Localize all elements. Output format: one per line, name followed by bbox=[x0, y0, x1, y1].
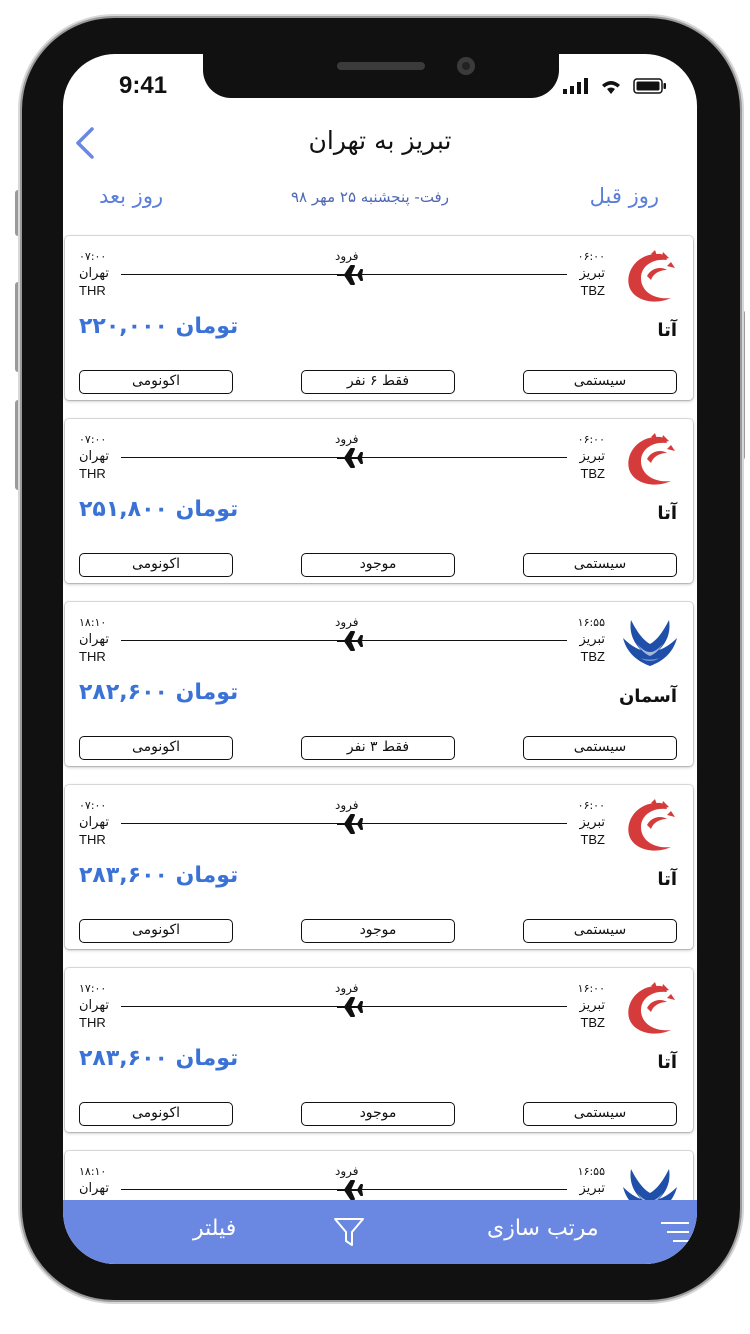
departure-time: ۱۶:۰۰ bbox=[577, 982, 605, 995]
flight-price: ۲۸۳,۶۰۰ تومان bbox=[79, 1046, 239, 1071]
flight-price: ۲۲۰,۰۰۰ تومان bbox=[79, 314, 239, 339]
next-day-button[interactable]: روز بعد bbox=[99, 184, 164, 208]
airline-name: آتا bbox=[657, 1052, 677, 1073]
arrival-city: تهران bbox=[79, 815, 109, 830]
flight-card[interactable] bbox=[65, 602, 693, 766]
landing-label: فرود bbox=[335, 432, 359, 446]
arrival-time: ۰۷:۰۰ bbox=[79, 250, 107, 263]
flight-card[interactable] bbox=[65, 968, 693, 1132]
arrival-city: تهران bbox=[79, 449, 109, 464]
landing-label: فرود bbox=[335, 981, 359, 995]
arrival-code: THR bbox=[79, 466, 106, 481]
status-time: 9:41 bbox=[119, 72, 168, 99]
landing-label: فرود bbox=[335, 798, 359, 812]
flight-card[interactable] bbox=[65, 419, 693, 583]
cabin-class-badge: اکونومی bbox=[79, 919, 233, 943]
ticket-type-badge: سیستمی bbox=[523, 919, 677, 943]
aseman-logo-icon bbox=[621, 614, 679, 672]
cabin-class-badge: اکونومی bbox=[79, 736, 233, 760]
flight-card[interactable] bbox=[65, 785, 693, 949]
bottom-toolbar bbox=[63, 1200, 697, 1264]
cabin-class-badge: اکونومی bbox=[79, 1102, 233, 1126]
landing-label: فرود bbox=[335, 1164, 359, 1178]
arrival-code: THR bbox=[79, 832, 106, 847]
departure-city: تبریز bbox=[579, 815, 605, 830]
arrival-city: تهران bbox=[79, 266, 109, 281]
departure-city: تبریز bbox=[579, 1181, 605, 1196]
cabin-class-badge: اکونومی bbox=[79, 553, 233, 577]
airplane-icon bbox=[335, 996, 363, 1018]
filter-button[interactable]: فیلتر bbox=[193, 1216, 237, 1241]
cabin-class-badge: اکونومی bbox=[79, 370, 233, 394]
departure-city: تبریز bbox=[579, 266, 605, 281]
filter-funnel-icon[interactable] bbox=[333, 1216, 365, 1248]
departure-code: TBZ bbox=[580, 466, 605, 481]
ata-logo-icon bbox=[621, 797, 679, 855]
page-title: تبریز به تهران bbox=[308, 126, 452, 155]
airline-name: آتا bbox=[657, 503, 677, 524]
day-navigation bbox=[63, 184, 697, 216]
arrival-time: ۱۷:۰۰ bbox=[79, 982, 107, 995]
arrival-time: ۰۷:۰۰ bbox=[79, 799, 107, 812]
seats-badge: موجود bbox=[301, 919, 455, 943]
airline-name: آتا bbox=[657, 320, 677, 341]
departure-city: تبریز bbox=[579, 998, 605, 1013]
departure-time: ۰۶:۰۰ bbox=[577, 799, 605, 812]
ata-logo-icon bbox=[621, 431, 679, 489]
sort-button[interactable]: مرتب سازی bbox=[487, 1216, 599, 1241]
seats-badge: موجود bbox=[301, 553, 455, 577]
arrival-code: THR bbox=[79, 649, 106, 664]
departure-code: TBZ bbox=[580, 832, 605, 847]
flight-price: ۲۸۲,۶۰۰ تومان bbox=[79, 680, 239, 705]
ticket-type-badge: سیستمی bbox=[523, 1102, 677, 1126]
wifi-icon bbox=[599, 78, 623, 94]
sort-lines-icon[interactable] bbox=[659, 1220, 691, 1244]
flight-price: ۲۵۱,۸۰۰ تومان bbox=[79, 497, 239, 522]
phone-screen bbox=[63, 54, 697, 1264]
departure-code: TBZ bbox=[580, 283, 605, 298]
arrival-time: ۰۷:۰۰ bbox=[79, 433, 107, 446]
previous-day-button[interactable]: روز قبل bbox=[589, 184, 659, 208]
status-icons bbox=[563, 78, 667, 94]
arrival-city: تهران bbox=[79, 1181, 109, 1196]
seats-badge: فقط ۶ نفر bbox=[301, 370, 455, 394]
departure-date: رفت- پنجشنبه ۲۵ مهر ۹۸ bbox=[291, 188, 449, 206]
arrival-city: تهران bbox=[79, 632, 109, 647]
departure-code: TBZ bbox=[580, 649, 605, 664]
airplane-icon bbox=[335, 1179, 363, 1201]
departure-time: ۱۶:۵۵ bbox=[577, 616, 605, 629]
departure-time: ۰۶:۰۰ bbox=[577, 433, 605, 446]
seats-badge: موجود bbox=[301, 1102, 455, 1126]
departure-city: تبریز bbox=[579, 632, 605, 647]
flight-card[interactable] bbox=[65, 236, 693, 400]
airplane-icon bbox=[335, 813, 363, 835]
departure-time: ۰۶:۰۰ bbox=[577, 250, 605, 263]
arrival-time: ۱۸:۱۰ bbox=[79, 1165, 107, 1178]
departure-time: ۱۶:۵۵ bbox=[577, 1165, 605, 1178]
ticket-type-badge: سیستمی bbox=[523, 736, 677, 760]
airplane-icon bbox=[335, 630, 363, 652]
landing-label: فرود bbox=[335, 615, 359, 629]
airplane-icon bbox=[335, 447, 363, 469]
ticket-type-badge: سیستمی bbox=[523, 370, 677, 394]
ticket-type-badge: سیستمی bbox=[523, 553, 677, 577]
departure-code: TBZ bbox=[580, 1015, 605, 1030]
ata-logo-icon bbox=[621, 248, 679, 306]
notch bbox=[203, 54, 559, 98]
signal-icon bbox=[563, 78, 589, 94]
departure-city: تبریز bbox=[579, 449, 605, 464]
seats-badge: فقط ۳ نفر bbox=[301, 736, 455, 760]
arrival-city: تهران bbox=[79, 998, 109, 1013]
arrival-code: THR bbox=[79, 1015, 106, 1030]
airline-name: آسمان bbox=[618, 686, 677, 707]
airplane-icon bbox=[335, 264, 363, 286]
arrival-time: ۱۸:۱۰ bbox=[79, 616, 107, 629]
arrival-code: THR bbox=[79, 283, 106, 298]
flight-price: ۲۸۳,۶۰۰ تومان bbox=[79, 863, 239, 888]
landing-label: فرود bbox=[335, 249, 359, 263]
ata-logo-icon bbox=[621, 980, 679, 1038]
battery-icon bbox=[633, 78, 667, 94]
airline-name: آتا bbox=[657, 869, 677, 890]
